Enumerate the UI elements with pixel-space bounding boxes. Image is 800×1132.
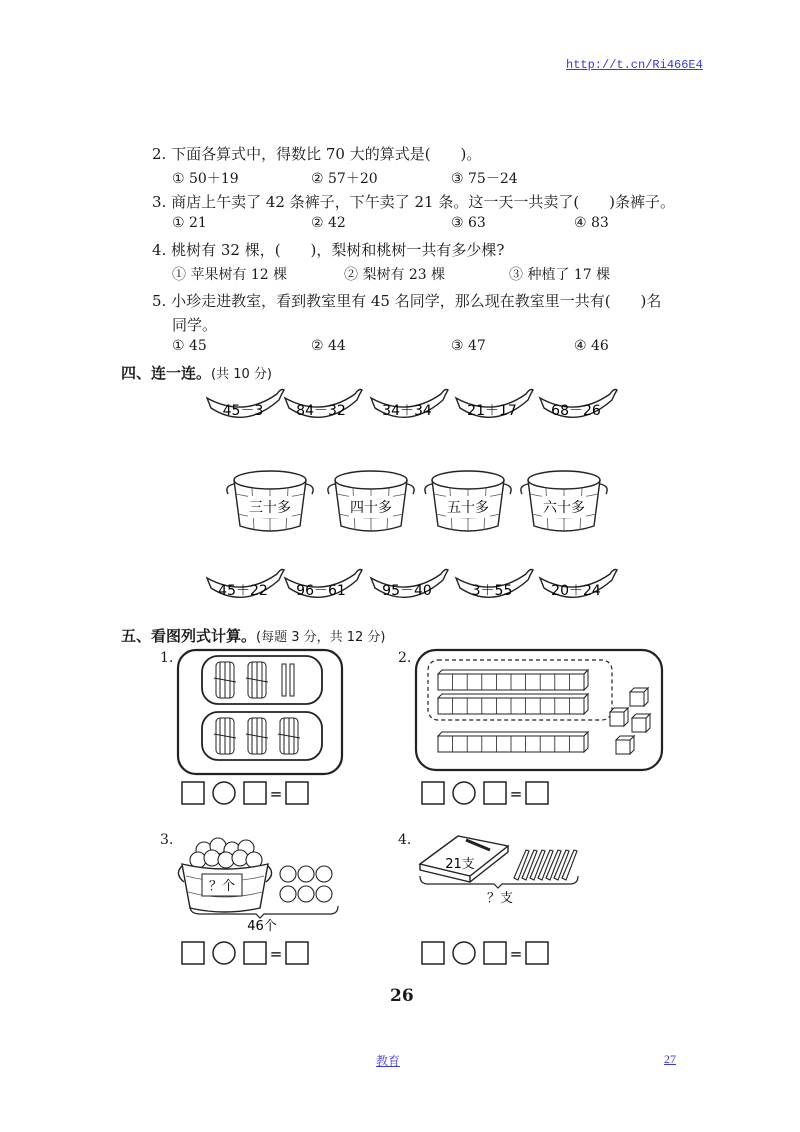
banana-top-5[interactable]: [540, 390, 617, 420]
q3-option-3: ③ 63: [451, 215, 486, 231]
operator-circle[interactable]: [453, 942, 475, 964]
banana-top-4-label: 21＋17: [467, 403, 517, 419]
footer-center-link[interactable]: 教育: [376, 1054, 401, 1068]
problem-3-equation: [180, 940, 320, 966]
banana-top-5-label: 68－26: [551, 403, 601, 419]
banana-top-1[interactable]: [207, 390, 284, 420]
banana-bottom-4[interactable]: [456, 570, 533, 600]
question-4-stem: 4. 桃树有 32 棵，( )，梨树和桃树一共有多少棵?: [152, 241, 505, 259]
bottom-banana-row: [200, 562, 601, 612]
basket-1-label: 三十多: [249, 500, 291, 516]
equals-sign: =: [269, 945, 283, 963]
basket-question-label: ？个: [208, 879, 236, 894]
banana-bottom-4-label: 3＋55: [471, 583, 513, 599]
answer-box[interactable]: [244, 782, 266, 804]
banana-top-2-label: 84－32: [296, 403, 346, 419]
answer-box[interactable]: [244, 942, 266, 964]
bundle-icon: [214, 718, 236, 754]
banana-bottom-5-label: 20＋24: [551, 583, 601, 599]
problem-4-number: 4.: [398, 832, 412, 848]
answer-box[interactable]: [422, 782, 444, 804]
q5-option-1: ① 45: [172, 338, 207, 354]
problem-3-figure: [176, 830, 346, 934]
q2-option-1: ① 50＋19: [172, 171, 239, 187]
unit-cube-icon: [630, 688, 648, 706]
answer-box[interactable]: [526, 782, 548, 804]
bundle-icon: [278, 718, 300, 754]
banana-bottom-5[interactable]: [540, 570, 617, 600]
question-5-stem-cont: 同学。: [172, 316, 218, 334]
unit-cube-icon: [610, 708, 628, 726]
q5-option-4: ④ 46: [574, 338, 609, 354]
pencils-icon: [514, 850, 577, 880]
problem-4-figure: [414, 830, 594, 910]
basket-3[interactable]: [425, 471, 511, 532]
basket-2-label: 四十多: [350, 500, 392, 516]
header-link[interactable]: http://t.cn/Ri466E4: [566, 58, 703, 72]
apple-total-label: 46个: [247, 919, 277, 934]
equals-sign: =: [509, 945, 523, 963]
basket-2[interactable]: [328, 471, 414, 532]
equals-sign: =: [269, 785, 283, 803]
problem-1-equation: [180, 780, 320, 806]
answer-box[interactable]: [422, 942, 444, 964]
answer-box[interactable]: [286, 942, 308, 964]
operator-circle[interactable]: [213, 782, 235, 804]
banana-top-2[interactable]: [285, 390, 362, 420]
ten-block-icon: [438, 732, 588, 752]
unit-cube-icon: [632, 714, 650, 732]
pencil-box-label: 21支: [445, 857, 475, 872]
section-5-title: [121, 625, 386, 646]
basket-1[interactable]: [227, 471, 313, 532]
unit-cube-icon: [616, 736, 634, 754]
q5-option-2: ② 44: [311, 338, 346, 354]
apple-basket-icon: [178, 838, 271, 912]
banana-top-3-label: 34＋34: [382, 403, 432, 419]
answer-box[interactable]: [182, 942, 204, 964]
q4-option-2: ② 梨树有 23 棵: [344, 267, 446, 283]
q4-option-3: ③ 种植了 17 棵: [509, 267, 611, 283]
problem-2-equation: [420, 780, 560, 806]
footer-page-link[interactable]: 27: [664, 1052, 676, 1066]
banana-bottom-3-label: 95－40: [382, 583, 432, 599]
operator-circle[interactable]: [213, 942, 235, 964]
q4-option-1: ① 苹果树有 12 棵: [172, 267, 288, 283]
pencil-total-label: ？支: [486, 891, 514, 906]
answer-box[interactable]: [484, 942, 506, 964]
section-4-points: (共 10 分): [211, 367, 272, 382]
basket-4[interactable]: [521, 471, 607, 532]
bundle-icon: [246, 718, 268, 754]
banana-bottom-3[interactable]: [371, 570, 448, 600]
answer-box[interactable]: [182, 782, 204, 804]
apple-group-icon: [280, 866, 332, 902]
problem-2-figure: [414, 648, 666, 774]
problem-1-number: 1.: [160, 650, 174, 666]
q2-option-2: ② 57＋20: [311, 171, 378, 187]
pencil-box-icon: [420, 836, 508, 882]
question-2-stem: 2. 下面各算式中，得数比 70 大的算式是( )。: [152, 145, 482, 163]
section-4-title: [121, 362, 272, 383]
problem-1-figure: [176, 648, 346, 778]
q2-option-3: ③ 75－24: [451, 171, 518, 187]
problem-2-number: 2.: [398, 650, 412, 666]
basket-4-label: 六十多: [543, 500, 585, 516]
ten-block-icon: [438, 670, 588, 690]
banana-top-3[interactable]: [371, 390, 448, 420]
bundle-icon: [214, 662, 236, 698]
question-5-stem: 5. 小珍走进教室，看到教室里有 45 名同学，那么现在教室里一共有( )名: [152, 292, 662, 310]
banana-bottom-1-label: 45＋22: [218, 583, 268, 599]
banana-bottom-2[interactable]: [285, 570, 362, 600]
banana-bottom-2-label: 96－61: [296, 583, 346, 599]
q3-option-1: ① 21: [172, 215, 207, 231]
basket-row: [222, 466, 612, 538]
q3-option-2: ② 42: [311, 215, 346, 231]
banana-top-1-label: 45－3: [222, 403, 264, 419]
problem-4-equation: [420, 940, 560, 966]
q5-option-3: ③ 47: [451, 338, 486, 354]
bundle-icon: [246, 662, 268, 698]
answer-box[interactable]: [526, 942, 548, 964]
answer-box[interactable]: [484, 782, 506, 804]
banana-top-4[interactable]: [456, 390, 533, 420]
top-banana-row: [200, 382, 601, 432]
ten-block-icon: [438, 694, 588, 714]
operator-circle[interactable]: [453, 782, 475, 804]
q3-option-4: ④ 83: [574, 215, 609, 231]
section-5-heading: 五、看图列式计算。: [121, 627, 257, 645]
question-3-stem: 3. 商店上午卖了 42 条裤子，下午卖了 21 条。这一天一共卖了( )条裤子。: [152, 193, 676, 211]
page-number: 26: [390, 986, 414, 1006]
section-4-heading: 四、连一连。: [121, 364, 212, 382]
answer-box[interactable]: [286, 782, 308, 804]
banana-bottom-1[interactable]: [207, 570, 284, 600]
section-5-points: (每题 3 分，共 12 分): [256, 630, 386, 645]
equals-sign: =: [509, 785, 523, 803]
basket-3-label: 五十多: [447, 500, 489, 516]
problem-3-number: 3.: [160, 832, 174, 848]
